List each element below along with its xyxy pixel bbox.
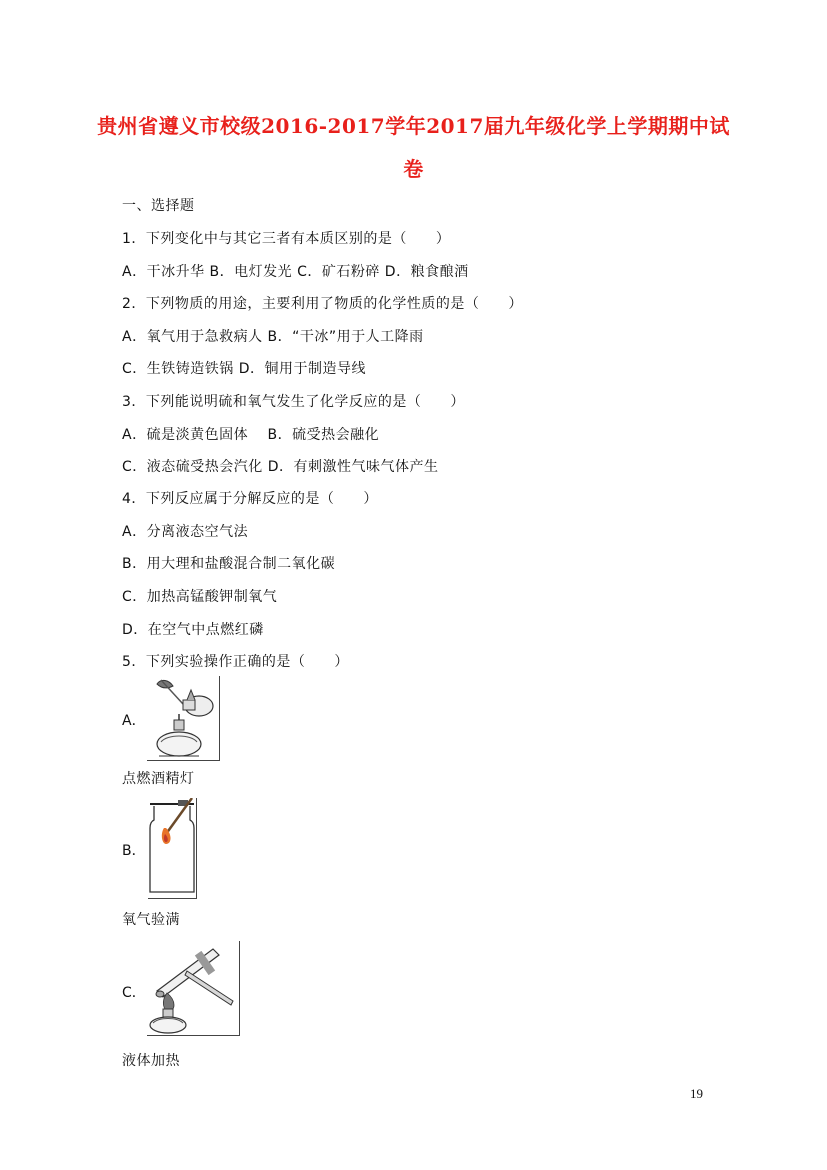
question-4-option-d: D．在空气中点燃红磷	[122, 622, 264, 638]
liquid-heating-icon	[147, 941, 240, 1036]
document-title-line-1: 贵州省遵义市校级2016-2017学年2017届九年级化学上学期期中试	[97, 114, 730, 138]
alcohol-lamp-lighting-icon	[147, 676, 220, 761]
question-5-option-b-letter: B．	[122, 843, 146, 859]
question-5-stem: 5．下列实验操作正确的是（ ）	[122, 654, 349, 670]
question-2-stem: 2．下列物质的用途，主要利用了物质的化学性质的是（ ）	[122, 296, 523, 312]
question-5-option-c-caption: 液体加热	[122, 1053, 180, 1069]
question-4-option-b: B．用大理和盐酸混合制二氧化碳	[122, 556, 336, 572]
question-4-option-c: C．加热高锰酸钾制氧气	[122, 589, 278, 605]
question-2-options-line-2: C．生铁铸造铁锅 D．铜用于制造导线	[122, 361, 367, 377]
question-1-options: A．干冰升华 B．电灯发光 C．矿石粉碎 D．粮食酿酒	[122, 264, 469, 280]
section-heading: 一、选择题	[122, 198, 195, 214]
question-5-option-a-letter: A．	[122, 713, 146, 729]
question-1-stem: 1．下列变化中与其它三者有本质区别的是（ ）	[122, 231, 451, 247]
page-number: 19	[690, 1086, 703, 1101]
oxygen-bottle-test-icon	[148, 798, 197, 899]
question-3-options-line-1: A．硫是淡黄色固体 B．硫受热会融化	[122, 427, 380, 443]
question-5-option-c-letter: C．	[122, 985, 146, 1001]
question-5-option-a-caption: 点燃酒精灯	[122, 771, 195, 787]
document-title-line-2: 卷	[403, 157, 424, 181]
question-4-stem: 4．下列反应属于分解反应的是（ ）	[122, 491, 378, 507]
question-4-option-a: A．分离液态空气法	[122, 524, 249, 540]
question-3-stem: 3．下列能说明硫和氧气发生了化学反应的是（ ）	[122, 394, 465, 410]
question-5-option-b-caption: 氧气验满	[122, 912, 180, 928]
question-2-options-line-1: A．氧气用于急救病人 B．“干冰”用于人工降雨	[122, 329, 424, 345]
question-3-options-line-2: C．液态硫受热会汽化 D．有刺激性气味气体产生	[122, 459, 439, 475]
